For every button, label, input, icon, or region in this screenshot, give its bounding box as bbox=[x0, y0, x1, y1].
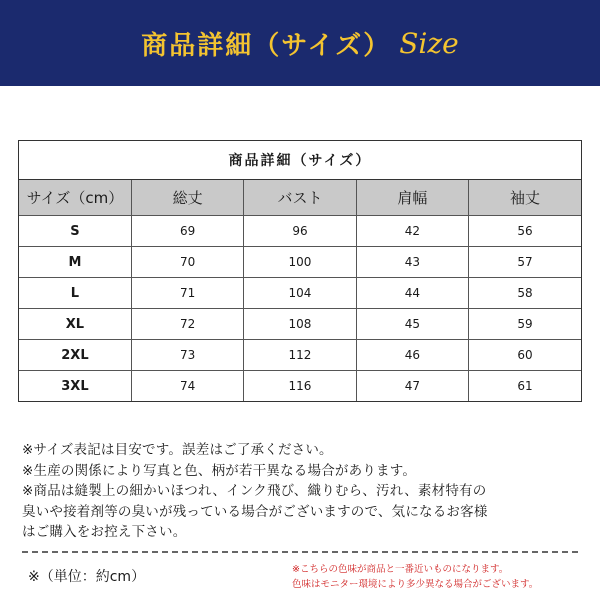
note-line: ※商品は縫製上の細かいほつれ、インク飛び、織りむら、汚れ、素材特有の bbox=[22, 483, 487, 499]
shoulder-cell: 46 bbox=[356, 340, 468, 371]
shoulder-cell: 43 bbox=[356, 247, 468, 278]
note-line: 臭いや接着剤等の臭いが残っている場合がございますので、気になるお客様 bbox=[22, 503, 488, 520]
size-cell: M bbox=[19, 247, 131, 278]
bust-cell: 104 bbox=[244, 278, 356, 309]
banner-script-text: Size bbox=[399, 26, 459, 60]
shoulder-cell: 44 bbox=[356, 278, 468, 309]
note-line: ※生産の関係により写真と色、柄が若干異なる場合があります。 bbox=[22, 462, 417, 479]
shoulder-cell: 42 bbox=[356, 216, 468, 247]
dashed-divider bbox=[22, 551, 578, 553]
unit-note: ※（単位：約cm） bbox=[28, 569, 146, 585]
header-shoulder: 肩幅 bbox=[356, 180, 468, 216]
size-cell: S bbox=[19, 216, 131, 247]
note-line: ※サイズ表記は目安です。誤差はご了承ください。 bbox=[22, 442, 333, 458]
header-sleeve: 袖丈 bbox=[469, 180, 581, 216]
size-cell: XL bbox=[19, 309, 131, 340]
color-note-line: ※こちらの色味が商品と一番近いものになります。 bbox=[292, 564, 509, 575]
length-cell: 73 bbox=[131, 340, 243, 371]
sleeve-cell: 56 bbox=[469, 216, 581, 247]
bust-cell: 108 bbox=[244, 309, 356, 340]
bust-cell: 96 bbox=[244, 216, 356, 247]
sleeve-cell: 57 bbox=[469, 247, 581, 278]
sleeve-cell: 58 bbox=[469, 278, 581, 309]
sleeve-cell: 59 bbox=[469, 309, 581, 340]
bust-cell: 100 bbox=[244, 247, 356, 278]
notes-block bbox=[22, 440, 582, 543]
size-cell: 2XL bbox=[19, 340, 131, 371]
length-cell: 72 bbox=[131, 309, 243, 340]
table-header-row bbox=[19, 180, 581, 216]
header-size: サイズ（cm） bbox=[19, 180, 131, 216]
table-row bbox=[19, 340, 581, 371]
length-cell: 74 bbox=[131, 371, 243, 402]
color-note bbox=[292, 562, 582, 592]
length-cell: 70 bbox=[131, 247, 243, 278]
note-line: はご購入をお控え下さい。 bbox=[22, 524, 187, 540]
header-length: 総丈 bbox=[131, 180, 243, 216]
bust-cell: 116 bbox=[244, 371, 356, 402]
title-banner bbox=[0, 0, 600, 86]
sleeve-cell: 61 bbox=[517, 379, 533, 393]
size-cell: 3XL bbox=[19, 371, 131, 402]
size-table bbox=[19, 180, 581, 401]
header-bust: バスト bbox=[244, 180, 356, 216]
table-row bbox=[19, 247, 581, 278]
color-note-line: 色味はモニター環境により多少異なる場合がございます。 bbox=[292, 579, 539, 590]
table-row bbox=[19, 278, 581, 309]
shoulder-cell: 47 bbox=[356, 371, 468, 402]
table-row bbox=[19, 371, 581, 402]
bust-cell: 112 bbox=[244, 340, 356, 371]
banner-title: 商品詳細（サイズ） bbox=[141, 30, 392, 61]
size-cell: L bbox=[19, 278, 131, 309]
table-row bbox=[19, 309, 581, 340]
shoulder-cell: 45 bbox=[356, 309, 468, 340]
sleeve-cell: 60 bbox=[469, 340, 581, 371]
table-caption: 商品詳細（サイズ） bbox=[19, 141, 581, 180]
table-row bbox=[19, 216, 581, 247]
length-cell: 71 bbox=[131, 278, 243, 309]
length-cell: 69 bbox=[131, 216, 243, 247]
size-table-container bbox=[18, 140, 582, 402]
